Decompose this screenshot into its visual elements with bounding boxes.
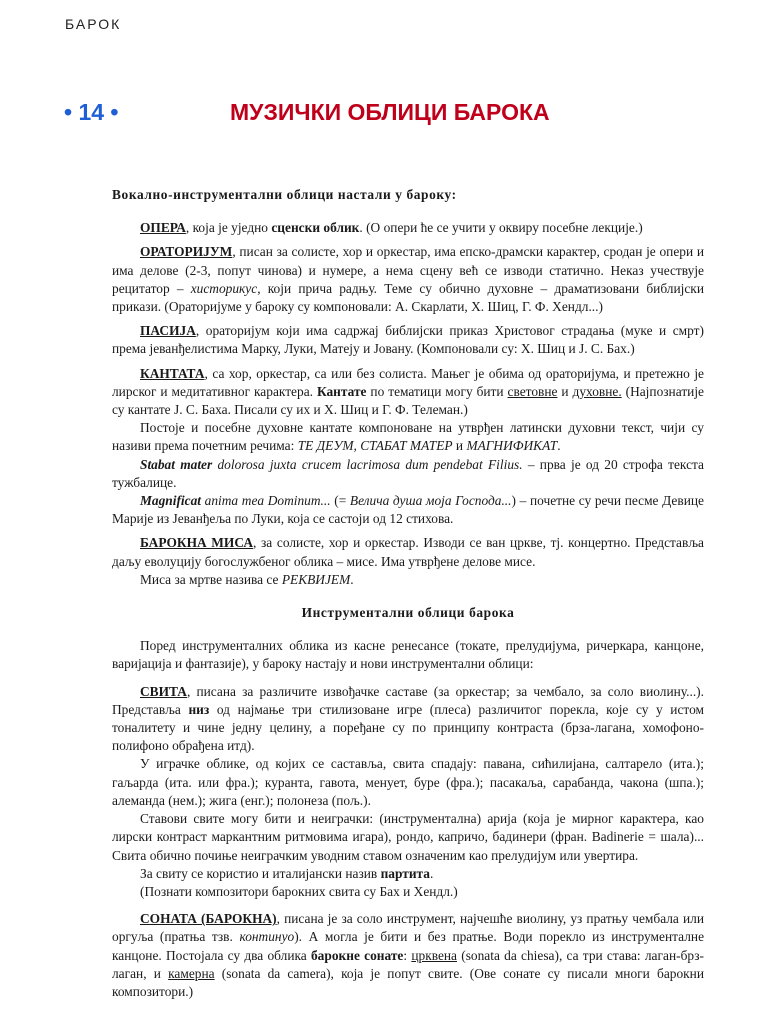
- section-heading-instrumental: Инструментални облици барока: [301, 605, 515, 621]
- chapter-title: МУЗИЧКИ ОБЛИЦИ БАРОКА: [230, 99, 550, 125]
- term-oratorio: ОРАТОРИЈУМ: [140, 244, 233, 260]
- paragraph-sonata: СОНАТА (БАРОКНА), писана је за соло инструмент, најчешће виолину, уз пратњу чембала или оргуља (пратња тзв. континуо). А могла је бити и без пратње. Води порекло из инструменталне канцоне. Постојала су два облика барокне сонате: црквена (sonata da chiesa), са три става: лаган-брз-лаган, и камерна (sonata da camera), која је попут свите. (Ове сонате су писали многи барокни композитори.): [112, 911, 705, 999]
- running-header: БАРОК: [65, 16, 122, 32]
- term-cantata: КАНТАТА: [140, 365, 205, 381]
- paragraph-stabat-mater: Stabat mater dolorosa juxta crucem lacrimosa dum pendebat Filius. – прва је од 20 строфа текста тужбалице.: [112, 456, 704, 490]
- paragraph-opera: ОПЕРА, која је уједно сценски облик. (О опери ће се учити у оквиру посебне лекције.): [140, 220, 643, 236]
- paragraph-oratorio: ОРАТОРИЈУМ, писан за солисте, хор и оркестар, има епско-драмски карактер, сродан је опери и има делове (2-3, попут чинова) и нумере, а нема сцену већ се изводи статично. Неказ учествује рецитатор – хисторикус, који прича радњу. Теме су обично духовне – драматизовани библијски прикази. (Ораторијуме у бароку су компоновали: А. Скарлати, Х. Шиц, Г. Ф. Хендл...): [112, 244, 704, 315]
- paragraph-cantata-latin: Постоје и посебне духовне кантате компоноване на утврђен латински духовни текст, чији су називи према почетним речима: ТЕ ДЕУМ, СТАБАТ МАТЕР и МАГНИФИКАТ.: [112, 420, 704, 454]
- term-opera: ОПЕРА: [140, 220, 186, 236]
- term-suite: СВИТА: [140, 683, 187, 699]
- paragraph-cantata: КАНТАТА, са хор, оркестар, са или без солиста. Мањег је обима од ораторијума, и претежно је лирског и медитативног карактера. Кантате по тематици могу бити световне и духовне. (Најпознатије су кантате Ј. С. Баха. Писали су их и Х. Шиц и Г. Ф. Телеман.): [112, 365, 704, 418]
- paragraph-suite-dances: У играчке облике, од којих се саставља, свита спадају: павана, сићилијана, салтарело (ита.); гаљарда (ита. или фра.); куранта, гавота, менует, буре (фра.); пасакаља, сарабанда, чакона (шпа.); алеманда (нем.); жига (енг.); полонеза (пољ.).: [112, 756, 704, 808]
- paragraph-partita: За свиту се користио и италијански назив партита.: [140, 865, 434, 881]
- page-content: [112, 186, 704, 1001]
- section-heading-vocal: Вокално-инструментални облици настали у бароку:: [112, 187, 457, 202]
- paragraph-magnificat: Magnificat anima mea Dominum... (= Велича душа моја Господа...) – почетне су речи песме Девице Марије из Јеванђеља по Луки, која се састоји од 12 стихова.: [112, 493, 704, 527]
- paragraph-mass: БАРОКНА МИСА, за солисте, хор и оркестар. Изводи се ван цркве, тј. концертно. Представља даљу еволуцију богослужбеног облика – мисе. Има утврђене делове мисе.: [112, 535, 705, 569]
- paragraph-suite-movements: Ставови свите могу бити и неиграчки: (инструментална) арија (која је мирног карактера, као лирски контраст маркантним ритмовима игара), рондо, капричо, бадинери (фран. Badinerie = шала)... Свита обично почиње неиграчким уводним ставом означеним као прелудијум или увертира.: [112, 811, 704, 863]
- term-passion: ПАСИЈА: [140, 323, 196, 339]
- term-sonata: СОНАТА (БАРОКНА): [140, 911, 277, 927]
- chapter-number: • 14 •: [64, 99, 119, 125]
- paragraph-instrumental-intro: Поред инструменталних облика из касне ренесансе (токате, прелудијума, ричеркара, канцоне, варијација и фантазије), у бароку настају и нови инструментални облици:: [112, 638, 704, 672]
- paragraph-suite-composers: (Познати композитори барокних свита су Бах и Хендл.): [140, 883, 458, 899]
- term-mass: БАРОКНА МИСА: [140, 535, 254, 551]
- paragraph-suite: СВИТА, писана за различите извођачке саставе (за оркестар; за чембало, за соло виолину...). Представља низ од најмање три стилизоване игре (плеса) различитог порекла, које су у истом тоналитету и чине једну целину, а поређане су по принципу контраста (брза-лагана, хомофоно-полифоно обрађена итд).: [112, 683, 704, 754]
- paragraph-requiem: Миса за мртве назива се РЕКВИЈЕМ.: [140, 571, 354, 587]
- paragraph-passion: ПАСИЈА, ораторијум који има садржај библијски приказ Христовог страдања (муке и смрт) према јеванђелистима Марку, Луки, Матеју и Јовану. (Компоновали су: Х. Шиц и Ј. С. Бах.): [112, 323, 704, 357]
